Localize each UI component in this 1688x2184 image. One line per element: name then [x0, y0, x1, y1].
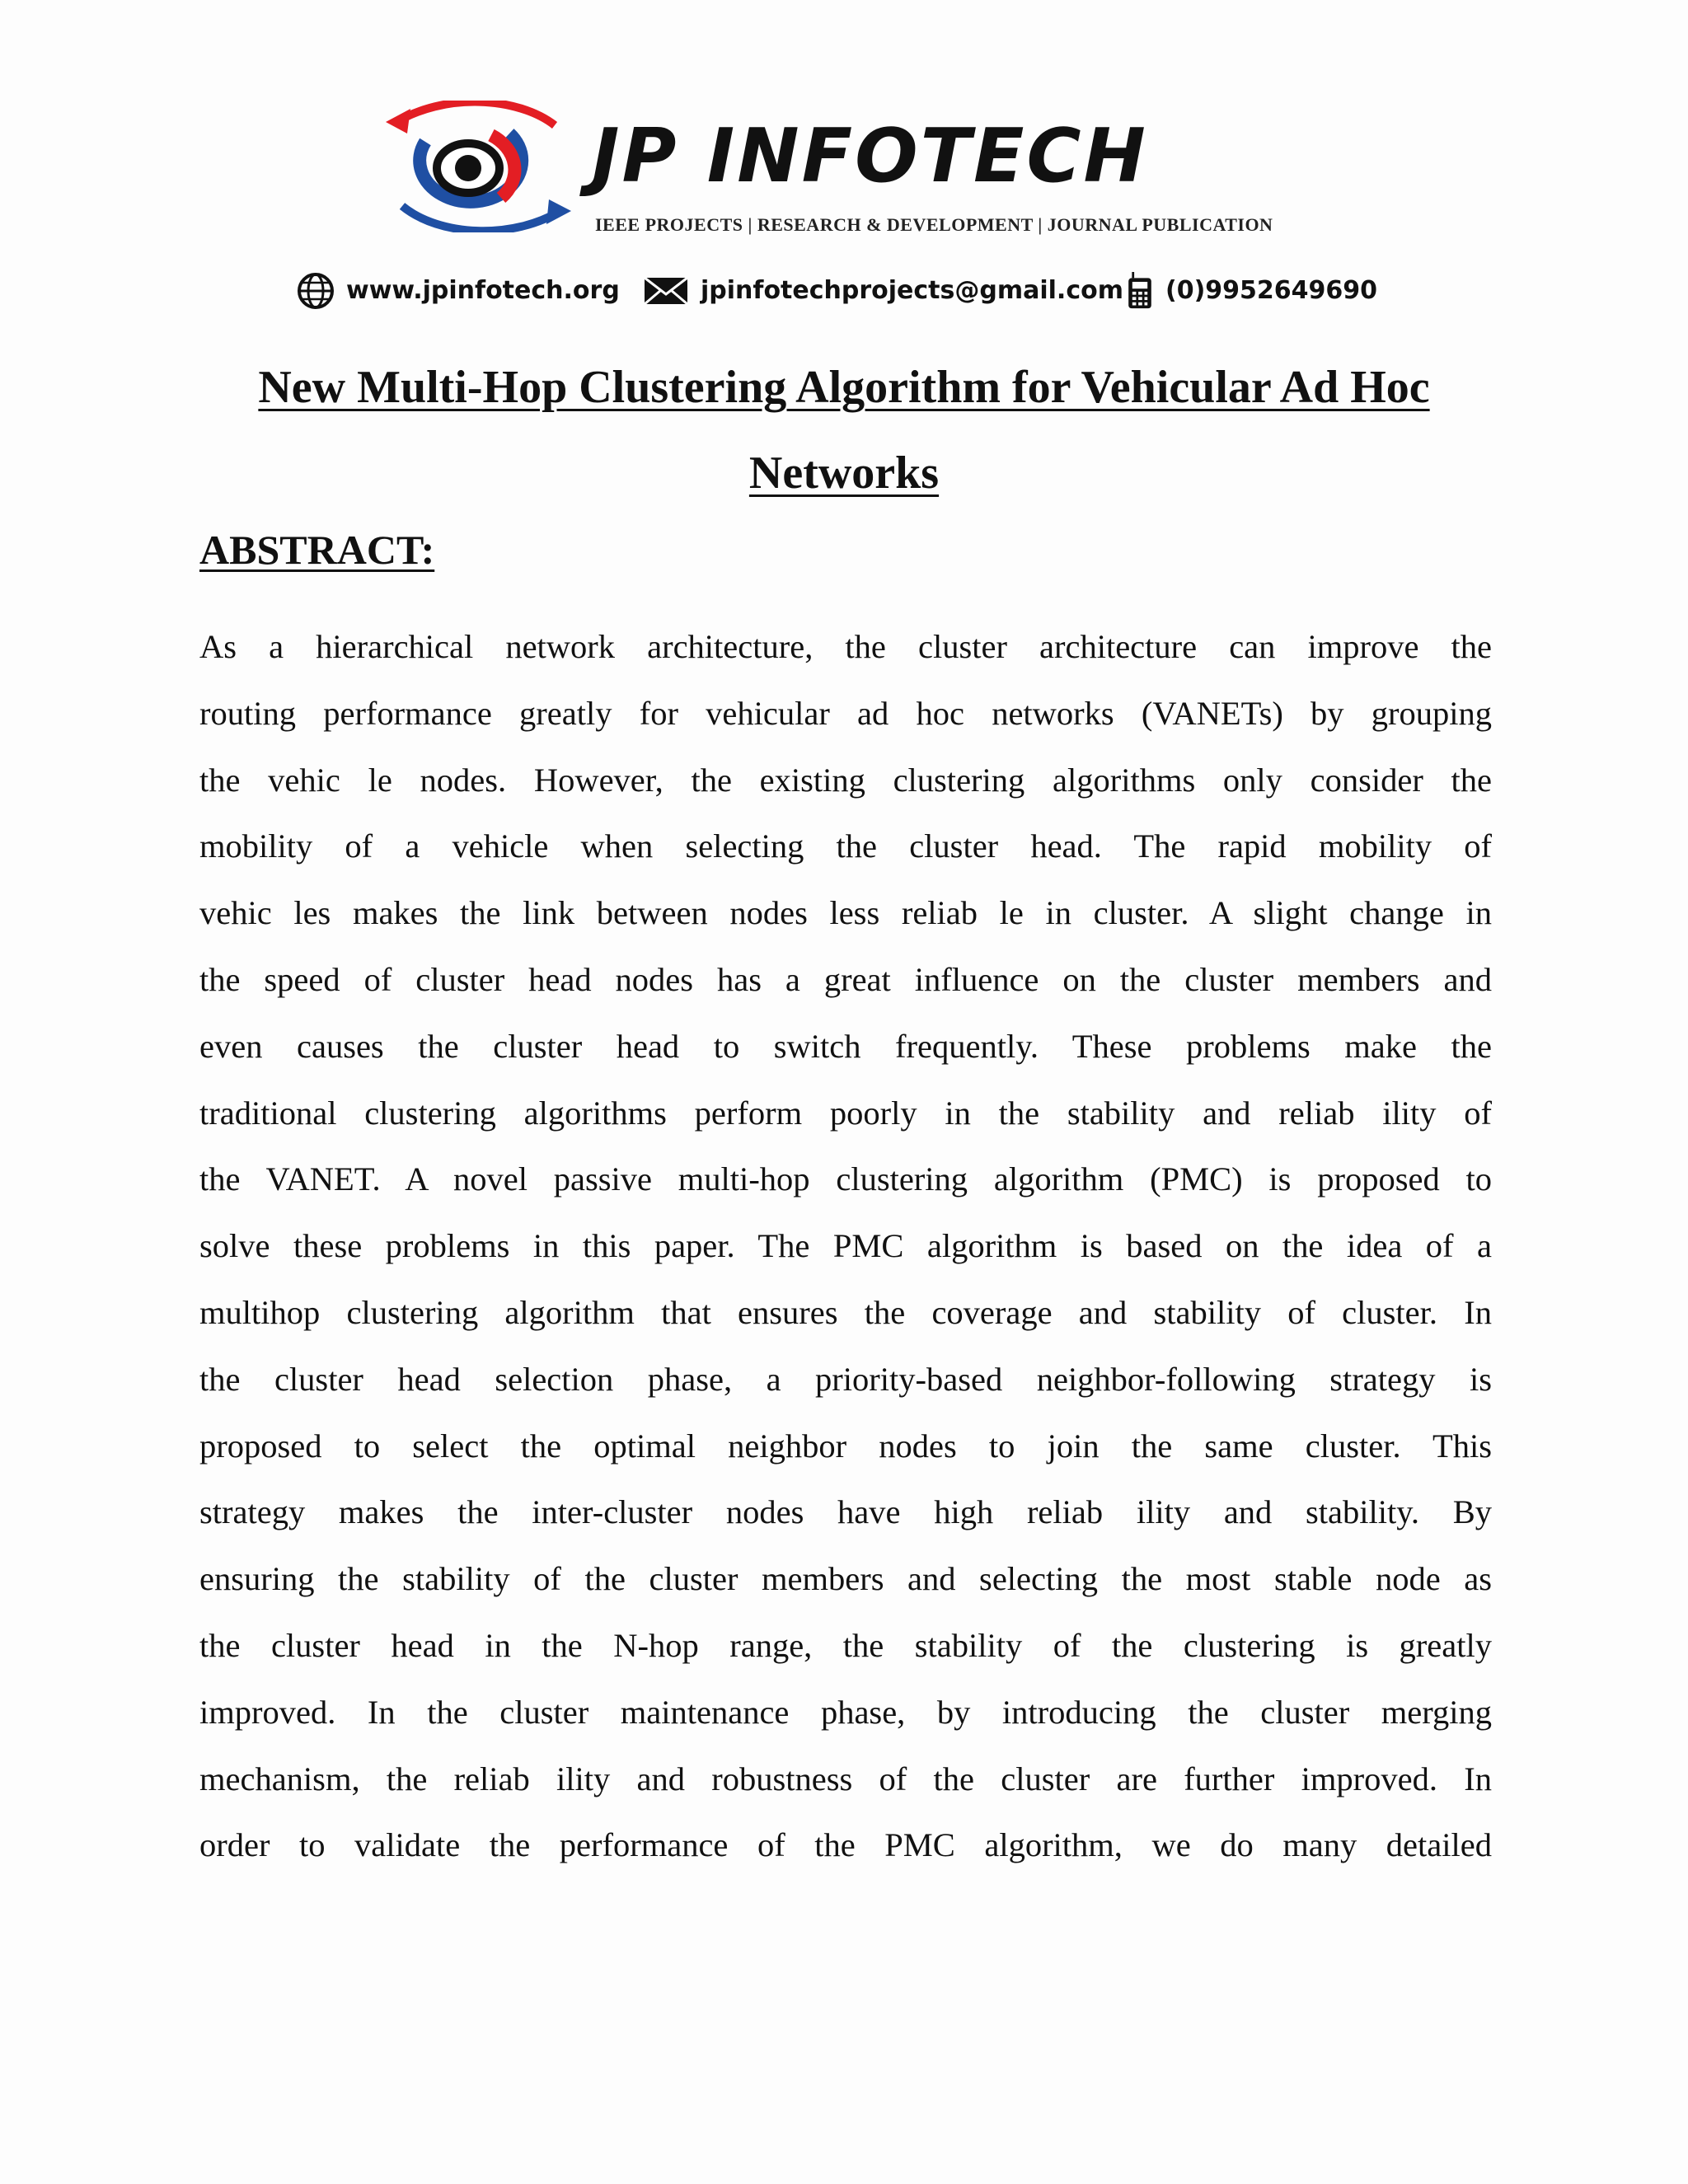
brand-name: JP INFOTECH — [592, 113, 1148, 199]
contact-phone[interactable] — [1126, 270, 1377, 312]
envelope-icon — [643, 272, 689, 310]
abstract-line: strategy makes the inter-cluster nodes have high reliab ility and stability. By — [199, 1493, 1492, 1531]
abstract-line: improved. In the cluster maintenance phase, by introducing the cluster merging — [199, 1693, 1492, 1731]
abstract-line: order to validate the performance of the PMC algorithm, we do many detailed — [199, 1826, 1492, 1864]
abstract-line: traditional clustering algorithms perform poorly in the stability and reliab ility of — [199, 1094, 1492, 1132]
phone-icon — [1126, 272, 1154, 310]
abstract-line: routing performance greatly for vehicular ad hoc networks (VANETs) by grouping — [199, 694, 1492, 732]
eye-target-logo-icon — [377, 101, 575, 232]
abstract-line: solve these problems in this paper. The PMC algorithm is based on the idea of a — [199, 1227, 1492, 1265]
abstract-line: mobility of a vehicle when selecting the cluster head. The rapid mobility of — [199, 827, 1492, 865]
abstract-line: As a hierarchical network architecture, the cluster architecture can improve the — [199, 628, 1492, 665]
phone-number[interactable]: (0)9952649690 — [1165, 276, 1378, 305]
abstract-line: proposed to select the optimal neighbor nodes to join the same cluster. This — [199, 1427, 1492, 1465]
website-link[interactable]: www.jpinfotech.org — [346, 276, 620, 305]
abstract-line: vehic les makes the link between nodes less reliab le in cluster. A slight change in — [199, 894, 1492, 932]
email-link[interactable]: jpinfotechprojects@gmail.com — [701, 276, 1123, 305]
abstract-line: even causes the cluster head to switch frequently. These problems make the — [199, 1027, 1492, 1065]
title-line: New Multi-Hop Clustering Algorithm for Vehicular Ad Hoc — [258, 362, 1430, 413]
abstract-heading: ABSTRACT: — [199, 527, 435, 573]
contact-email[interactable] — [643, 270, 1123, 312]
abstract-line: ensuring the stability of the cluster members and selecting the most stable node as — [199, 1560, 1492, 1598]
abstract-body — [199, 614, 1492, 1879]
contact-website[interactable] — [297, 270, 620, 312]
abstract-line: the vehic le nodes. However, the existing clustering algorithms only consider the — [199, 761, 1492, 799]
abstract-line: mechanism, the reliab ility and robustness of the cluster are further improved. In — [199, 1760, 1492, 1797]
document-title — [190, 344, 1498, 516]
abstract-line: the cluster head in the N-hop range, the stability of the clustering is greatly — [199, 1626, 1492, 1664]
globe-icon — [297, 272, 335, 310]
title-line: Networks — [748, 448, 940, 499]
abstract-line: multihop clustering algorithm that ensures the coverage and stability of cluster. In — [199, 1293, 1492, 1331]
abstract-line: the cluster head selection phase, a priority-based neighbor-following strategy is — [199, 1360, 1492, 1398]
brand-tagline: IEEE PROJECTS | RESEARCH & DEVELOPMENT | JOURNAL PUBLICATION — [595, 214, 1273, 235]
abstract-line: the speed of cluster head nodes has a great influence on the cluster members and — [199, 960, 1492, 998]
abstract-line: the VANET. A novel passive multi-hop clustering algorithm (PMC) is proposed to — [199, 1160, 1492, 1198]
